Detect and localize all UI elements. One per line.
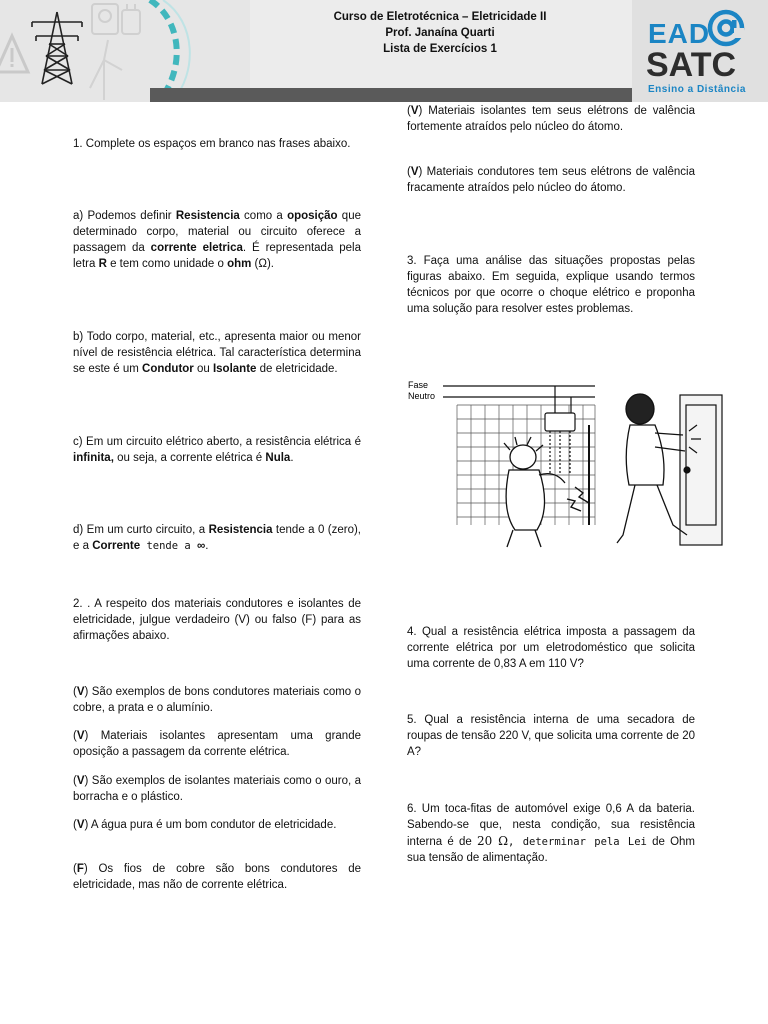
text: Materiais isolantes tem seus elétrons de valência fortemente atraídos pelo núcleo do átomo.: [407, 105, 695, 133]
question-6: [407, 801, 695, 866]
text: .: [205, 540, 209, 552]
logo-ead-text: EAD: [648, 18, 711, 49]
text: .: [290, 452, 294, 464]
answer-mark: F: [76, 863, 84, 875]
label-fase: Fase: [408, 380, 429, 390]
question-2-intro: 2. . A respeito dos materiais condutores e isolantes de eletricidade, julgue verdadeiro (V) ou falso (F) para as afirmações abaixo.: [73, 598, 361, 642]
answer-mark: V: [76, 775, 85, 787]
text: como a: [239, 210, 288, 222]
answer: oposição: [287, 210, 338, 222]
text: ou: [193, 363, 213, 375]
answer: Resistencia: [175, 210, 240, 222]
power-lines: [443, 386, 595, 397]
text: Materiais condutores tem seus elétrons de valência fracamente atraídos pelo núcleo do átomo.: [407, 166, 695, 194]
true-false-item: (V) São exemplos de bons condutores materiais como o cobre, a prata e o alumínio.: [73, 686, 361, 714]
answer-mark: V: [76, 730, 85, 742]
true-false-item: (F) Os fios de cobre são bons condutores de eletricidade, mas não de corrente elétrica.: [73, 863, 361, 891]
header-decoration: [0, 0, 250, 102]
text: Os fios de cobre são bons condutores de eletricidade, mas não de corrente elétrica.: [73, 863, 361, 891]
text: tende a: [140, 540, 198, 552]
text: São exemplos de isolantes materiais como o ouro, a borracha e o plástico.: [73, 775, 361, 803]
question-3: 3. Faça uma análise das situações propostas pelas figuras abaixo. Em seguida, explique usando termos técnicos por que ocorre o choque elétrico e proponha uma solução para resolver estes problemas.: [407, 255, 695, 315]
text: e tem como unidade o: [106, 258, 228, 270]
text: 6. Um toca-fitas de automóvel exige 0,6 A da bateria. Sabendo-se que, nesta condição, sua resistência interna é de: [407, 803, 695, 848]
answer: Resistencia: [208, 524, 273, 536]
question-4: 4. Qual a resistência elétrica imposta a passagem da corrente elétrica por um eletrodoméstico que solicita uma corrente de 0,83 A em 110 V?: [407, 626, 695, 670]
text: Materiais isolantes apresentam uma grande oposição a passagem da corrente elétrica.: [73, 730, 361, 758]
answer: Isolante: [212, 363, 257, 375]
text: . É representada pela letra: [73, 242, 361, 270]
label-neutro: Neutro: [408, 391, 436, 401]
header-bar: [150, 88, 632, 102]
logo-tagline: Ensino a Distância: [648, 84, 746, 95]
text: de Ohm sua tensão de alimentação.: [407, 836, 695, 864]
electric-shock-illustration: [405, 375, 735, 560]
ead-satc-logo: [632, 0, 768, 102]
text: tende a 0 (zero), e a: [73, 524, 361, 552]
course-title: Curso de Eletrotécnica – Eletricidade II: [333, 11, 547, 23]
answer: ohm: [227, 258, 252, 270]
resistance-value: 20 Ω: [476, 834, 509, 848]
answer: infinita,: [73, 452, 114, 464]
person-in-shower: [504, 437, 565, 547]
text: ou seja, a corrente elétrica é: [113, 452, 266, 464]
question-1a: [73, 208, 361, 272]
answer: Corrente: [92, 540, 141, 552]
at-sign-icon: [706, 8, 746, 48]
true-false-item: (V) Materiais isolantes tem seus elétrons de valência fortemente atraídos pelo núcleo do átomo.: [407, 105, 695, 133]
answer: corrente eletrica: [150, 242, 243, 254]
text: a) Podemos definir: [73, 210, 176, 222]
answer-mark: V: [76, 686, 85, 698]
answer-mark: V: [76, 819, 85, 831]
header-title-block: [250, 9, 630, 57]
list-title: Lista de Exercícios 1: [383, 43, 497, 55]
spark-icon: [567, 487, 589, 511]
question-1c: [73, 434, 361, 466]
answer: ∞: [197, 540, 206, 552]
door: [680, 395, 722, 545]
question-1-intro: 1. Complete os espaços em branco nas frases abaixo.: [73, 138, 351, 150]
text: d) Em um curto circuito, a: [73, 524, 209, 536]
true-false-item: (V) Materiais isolantes apresentam uma grande oposição a passagem da corrente elétrica.: [73, 730, 361, 758]
text: São exemplos de bons condutores materiais como o cobre, a prata e o alumínio.: [73, 686, 361, 714]
electric-shower: [545, 386, 589, 525]
answer-mark: V: [410, 105, 419, 117]
text: de eletricidade.: [256, 363, 338, 375]
text: (Ω).: [251, 258, 275, 270]
person-touching-door: [617, 394, 687, 543]
answer: Nula: [265, 452, 291, 464]
text: que determinado corpo, material ou circuito oferece a passagem da: [73, 210, 361, 254]
answer-mark: V: [410, 166, 419, 178]
text: A água pura é um bom condutor de eletricidade.: [88, 819, 337, 831]
true-false-item: (V) Materiais condutores tem seus elétrons de valência fracamente atraídos pelo núcleo do átomo.: [407, 166, 695, 194]
question-1d: [73, 522, 361, 554]
text: c) Em um circuito elétrico aberto, a resistência elétrica é: [73, 436, 361, 448]
professor-name: Prof. Janaína Quarti: [385, 27, 495, 39]
text: , determinar pela Lei: [508, 836, 647, 848]
question-5: 5. Qual a resistência interna de uma secadora de roupas de tensão 220 V, que solicita uma corrente de 20 A?: [407, 714, 695, 758]
text: b) Todo corpo, material, etc., apresenta maior ou menor nível de resistência elétrica. Tal característica determina se este é um: [73, 331, 361, 375]
answer: Condutor: [142, 363, 194, 375]
question-1b: [73, 329, 361, 377]
logo-satc-text: SATC: [646, 46, 737, 84]
answer: R: [98, 258, 107, 270]
true-false-item: (V) A água pura é um bom condutor de eletricidade.: [73, 819, 337, 831]
page-header: [0, 0, 768, 102]
true-false-item: (V) São exemplos de isolantes materiais como o ouro, a borracha e o plástico.: [73, 775, 361, 803]
